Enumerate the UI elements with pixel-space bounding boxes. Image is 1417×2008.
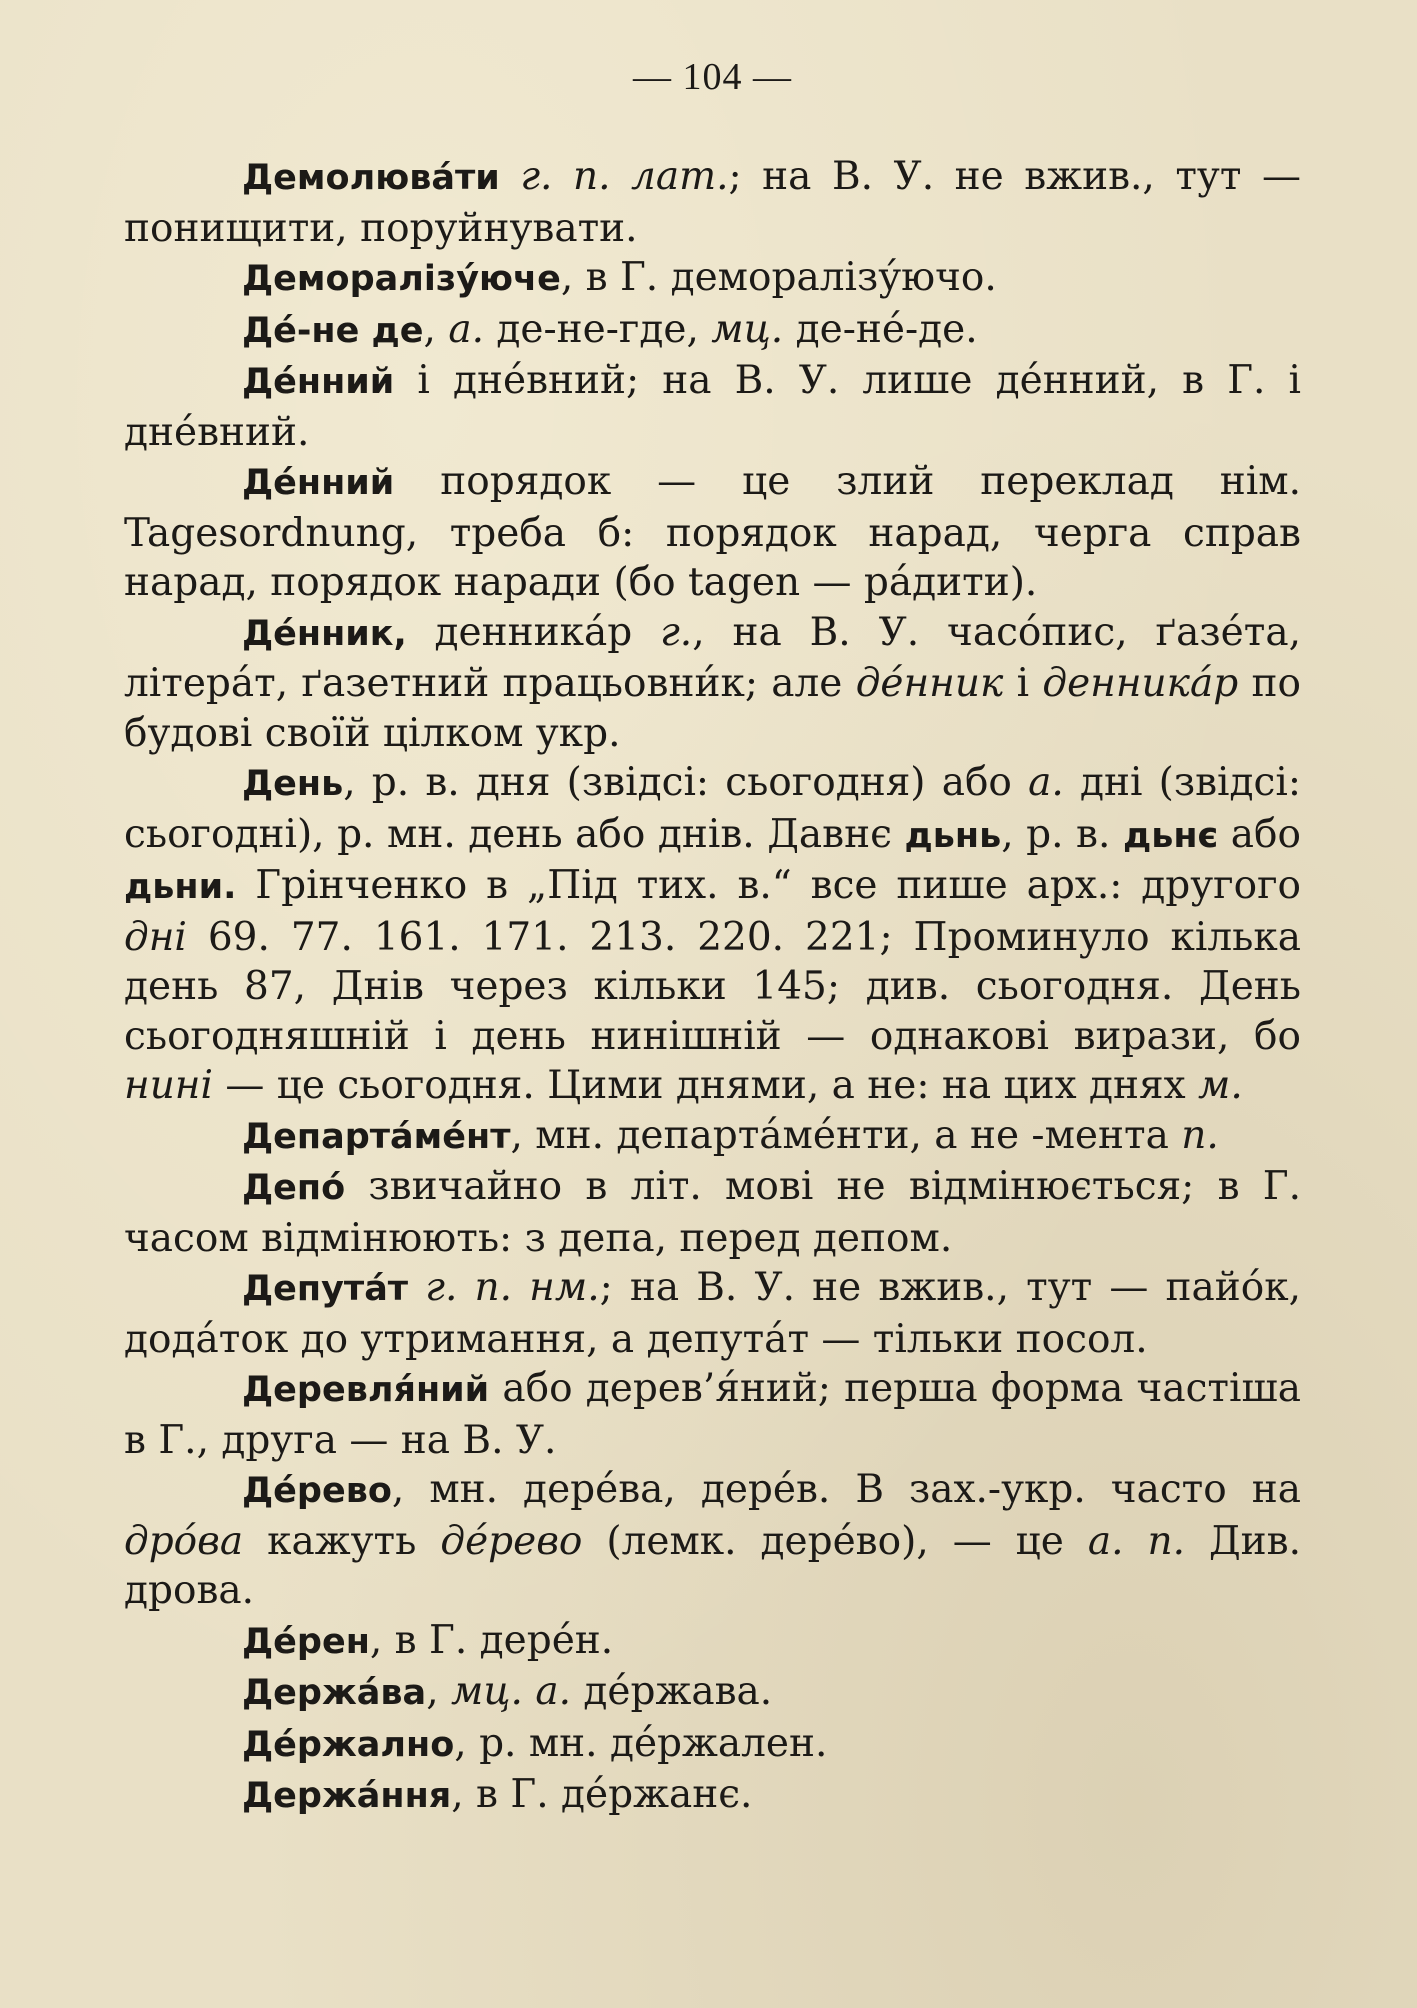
entry-text: ; на В. У. не вжив., тут — пайо́к, дода́ток до утримання, а депута́т — тільки посол.	[124, 1265, 1301, 1362]
headword: Депута́т	[242, 1269, 409, 1309]
headword: Депо́	[242, 1168, 346, 1208]
headword: Держа́ння	[242, 1776, 452, 1816]
dictionary-entry	[124, 253, 1301, 305]
dictionary-entry	[124, 608, 1301, 759]
italic-abbreviation: де́нник	[855, 661, 1004, 706]
entry-text: порядок — це злий переклад нім. Tagesordnung, треба б: порядок нарад, черга справ нарад, порядок наради (бо tagen — ра́дити).	[124, 459, 1301, 605]
entry-text: , в Г. деморалізу́ючо.	[560, 255, 997, 300]
italic-abbreviation: де́рево	[440, 1518, 583, 1564]
headword: Деревля́ний	[242, 1370, 490, 1410]
entry-text: де́ржава.	[570, 1669, 773, 1714]
italic-abbreviation: а.	[1028, 760, 1064, 805]
italic-abbreviation: нині	[124, 1063, 213, 1108]
entry-text: , р. в. дня (звідсі: сьогодня) або	[343, 760, 1029, 805]
entry-text: , мн. дере́ва, дере́в. В зах.-укр. часто на	[391, 1467, 1301, 1512]
entry-text: або дерев’я́ний; перша форма частіша в Г., друга — на В. У.	[124, 1366, 1301, 1463]
italic-abbreviation: г. п. лат.	[520, 154, 729, 199]
dictionary-entry	[124, 305, 1301, 357]
headword: дьнь	[904, 815, 1002, 856]
dictionary-entry	[124, 1465, 1301, 1616]
entry-text: дні (звідсі: сьогодні), р. мн. день або днів. Давнє	[124, 760, 1301, 857]
dictionary-entry	[124, 1719, 1301, 1771]
entry-text: , р. мн. де́ржален.	[454, 1720, 828, 1766]
entry-text	[408, 1265, 425, 1310]
headword: Деморалізу́юче	[242, 259, 561, 299]
headword: Держа́ва	[242, 1673, 427, 1713]
headword: дьнє	[1122, 815, 1219, 856]
headword: Де́нний	[242, 362, 395, 402]
italic-abbreviation: а.	[448, 306, 484, 352]
entry-text	[500, 154, 521, 199]
dictionary-entry	[124, 356, 1301, 457]
entry-text: і дне́вний; на В. У. лише де́нний, в Г. і дне́вний.	[124, 358, 1301, 455]
entry-text: ; на В. У. не вжив., тут — понищити, поруйнувати.	[124, 154, 1301, 251]
dictionary-entry	[124, 1770, 1301, 1822]
entry-text: ,	[423, 306, 449, 352]
entry-text: де-не́-де.	[783, 306, 978, 352]
dictionary-entry	[124, 457, 1301, 608]
italic-abbreviation: денника́р	[1042, 661, 1239, 706]
headword: дьни.	[124, 867, 237, 907]
entry-text: де-не-где,	[484, 306, 712, 352]
entry-text: ,	[426, 1669, 451, 1714]
entry-text: по будові своїй цілком укр.	[124, 661, 1301, 756]
italic-abbreviation: а. п.	[1087, 1518, 1185, 1564]
entry-text: кажуть	[243, 1518, 441, 1564]
dictionary-entry	[124, 1162, 1301, 1263]
dictionary-entry	[124, 1616, 1301, 1668]
italic-abbreviation: г. п. нм.	[425, 1265, 600, 1310]
entry-text: — це сьогодня. Цими днями, а не: на цих днях	[212, 1063, 1199, 1108]
entry-text: , в Г. дере́н.	[369, 1617, 614, 1663]
entry-text: або	[1218, 811, 1302, 857]
entry-text: Див. дрова.	[124, 1518, 1302, 1613]
headword: Де́нник,	[242, 613, 435, 654]
dictionary-entry	[124, 152, 1301, 253]
entry-text: , на В. У. часо́пис, ґазе́та, літера́т, ґазетний працьовни́к; але	[124, 609, 1301, 706]
headword: Де́рево	[242, 1471, 392, 1511]
italic-abbreviation: мц. а.	[450, 1669, 571, 1714]
dictionary-entry	[124, 1263, 1301, 1364]
headword: День	[242, 764, 344, 804]
entry-text: звичайно в літ. мові не відмінюється; в Г. часом відмінюють: з депа, перед депом.	[124, 1164, 1301, 1261]
entry-text: , р. в.	[1001, 811, 1123, 857]
dictionary-entry	[124, 1111, 1301, 1163]
italic-abbreviation: м.	[1198, 1063, 1243, 1108]
dictionary-entry	[124, 1667, 1301, 1719]
entry-text: , в Г. де́ржанє.	[451, 1772, 753, 1817]
headword: Де́ржално	[242, 1724, 455, 1765]
headword: Департа́ме́нт	[242, 1116, 511, 1157]
page-number: — 104 —	[633, 56, 792, 98]
headword: Де́-не де	[242, 310, 424, 351]
dictionary-entries	[124, 152, 1301, 1822]
entry-text: Грінченко в „Під тих. в.“ все пише арх.: другого	[236, 863, 1301, 908]
entry-text: , мн. департа́ме́нти, а не -мента	[510, 1112, 1182, 1158]
entry-text: (лемк. дере́во), — це	[582, 1518, 1088, 1564]
italic-abbreviation: мц.	[711, 306, 784, 352]
italic-abbreviation: г.	[660, 609, 693, 655]
headword: Демолюва́ти	[242, 158, 500, 198]
headword: Де́рен	[242, 1621, 370, 1662]
dictionary-entry	[124, 758, 1301, 1111]
dictionary-entry	[124, 1364, 1301, 1465]
headword: Де́нний	[242, 463, 395, 503]
entry-text: і	[1003, 661, 1043, 706]
italic-abbreviation: дні	[124, 914, 187, 960]
entry-text: 69. 77. 161. 171. 213. 220. 221; Проминуло кілька день 87, Днів через кільки 145; див. сьогодня. День сьогодняшній і день нинішній — однакові вирази, бо	[124, 914, 1301, 1059]
italic-abbreviation: п.	[1181, 1112, 1219, 1158]
entry-text: денника́р	[434, 609, 661, 655]
italic-abbreviation: дро́ва	[124, 1518, 244, 1564]
